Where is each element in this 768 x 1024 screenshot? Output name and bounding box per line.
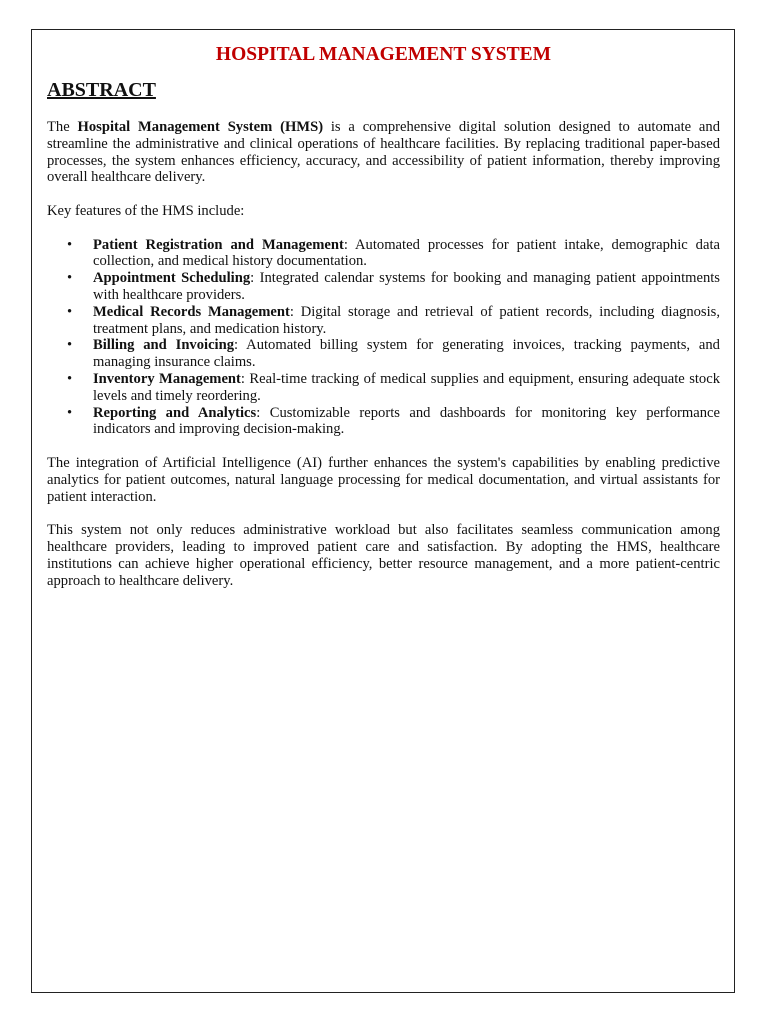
intro-paragraph — [47, 119, 720, 186]
feature-item-reporting — [47, 405, 720, 439]
feature-name: Patient Registration and Management — [93, 236, 344, 253]
bullet-icon: • — [67, 303, 73, 320]
intro-bold-term: Hospital Management System (HMS) — [77, 119, 324, 135]
feature-item-appointment-scheduling — [47, 270, 720, 304]
feature-name: Billing and Invoicing — [93, 337, 235, 354]
document-body — [47, 42, 720, 589]
ai-paragraph: The integration of Artificial Intelligence (AI) further enhances the system's capabilities by enabling predictive analytics for patient outcomes, natural language processing for medical documentation, and virtual assistants for patient interaction. — [47, 454, 720, 505]
intro-lead-text: The — [47, 119, 78, 135]
feature-item-patient-registration — [47, 237, 720, 271]
feature-description: : Integrated calendar systems for booking and managing patient appointments with healthcare providers. — [93, 270, 720, 303]
feature-description: : Automated processes for patient intake, demographic data collection, and medical history documentation. — [93, 236, 720, 270]
abstract-heading: ABSTRACT — [47, 79, 156, 101]
feature-name: Medical Records Management — [93, 303, 290, 320]
closing-paragraph: This system not only reduces administrative workload but also facilitates seamless communication among healthcare providers, leading to improved patient care and satisfaction. By adopting the HMS, healthcare institutions can achieve higher operational efficiency, better resource management, and a more patient-centric approach to healthcare delivery. — [47, 522, 720, 589]
bullet-icon: • — [67, 404, 73, 421]
features-list — [47, 237, 720, 439]
bullet-icon: • — [67, 236, 73, 253]
feature-item-inventory — [47, 371, 720, 405]
feature-description: : Automated billing system for generating invoices, tracking payments, and managing insurance claims. — [93, 337, 720, 371]
key-features-intro: Key features of the HMS include: — [47, 202, 245, 219]
feature-item-billing — [47, 337, 720, 371]
bullet-icon: • — [67, 337, 73, 354]
intro-body-text: is a comprehensive digital solution designed to automate and streamline the administrative and clinical operations of healthcare facilities. By replacing traditional paper-based processes, the system enhances efficiency, accuracy, and accessibility of patient information, thereby improving overall healthcare delivery. — [47, 119, 720, 186]
feature-description: : Customizable reports and dashboards for monitoring key performance indicators and improving decision-making. — [93, 404, 720, 438]
feature-name: Reporting and Analytics — [93, 404, 257, 421]
bullet-icon: • — [67, 370, 73, 387]
bullet-icon: • — [67, 270, 73, 287]
feature-name: Inventory Management — [93, 370, 241, 387]
document-title: HOSPITAL MANAGEMENT SYSTEM — [215, 44, 552, 65]
feature-name: Appointment Scheduling — [93, 270, 251, 287]
feature-description: : Real-time tracking of medical supplies and equipment, ensuring adequate stock levels and timely reordering. — [93, 370, 720, 404]
feature-description: : Digital storage and retrieval of patient records, including diagnosis, treatment plans, and medication history. — [93, 303, 720, 337]
feature-item-medical-records — [47, 304, 720, 338]
